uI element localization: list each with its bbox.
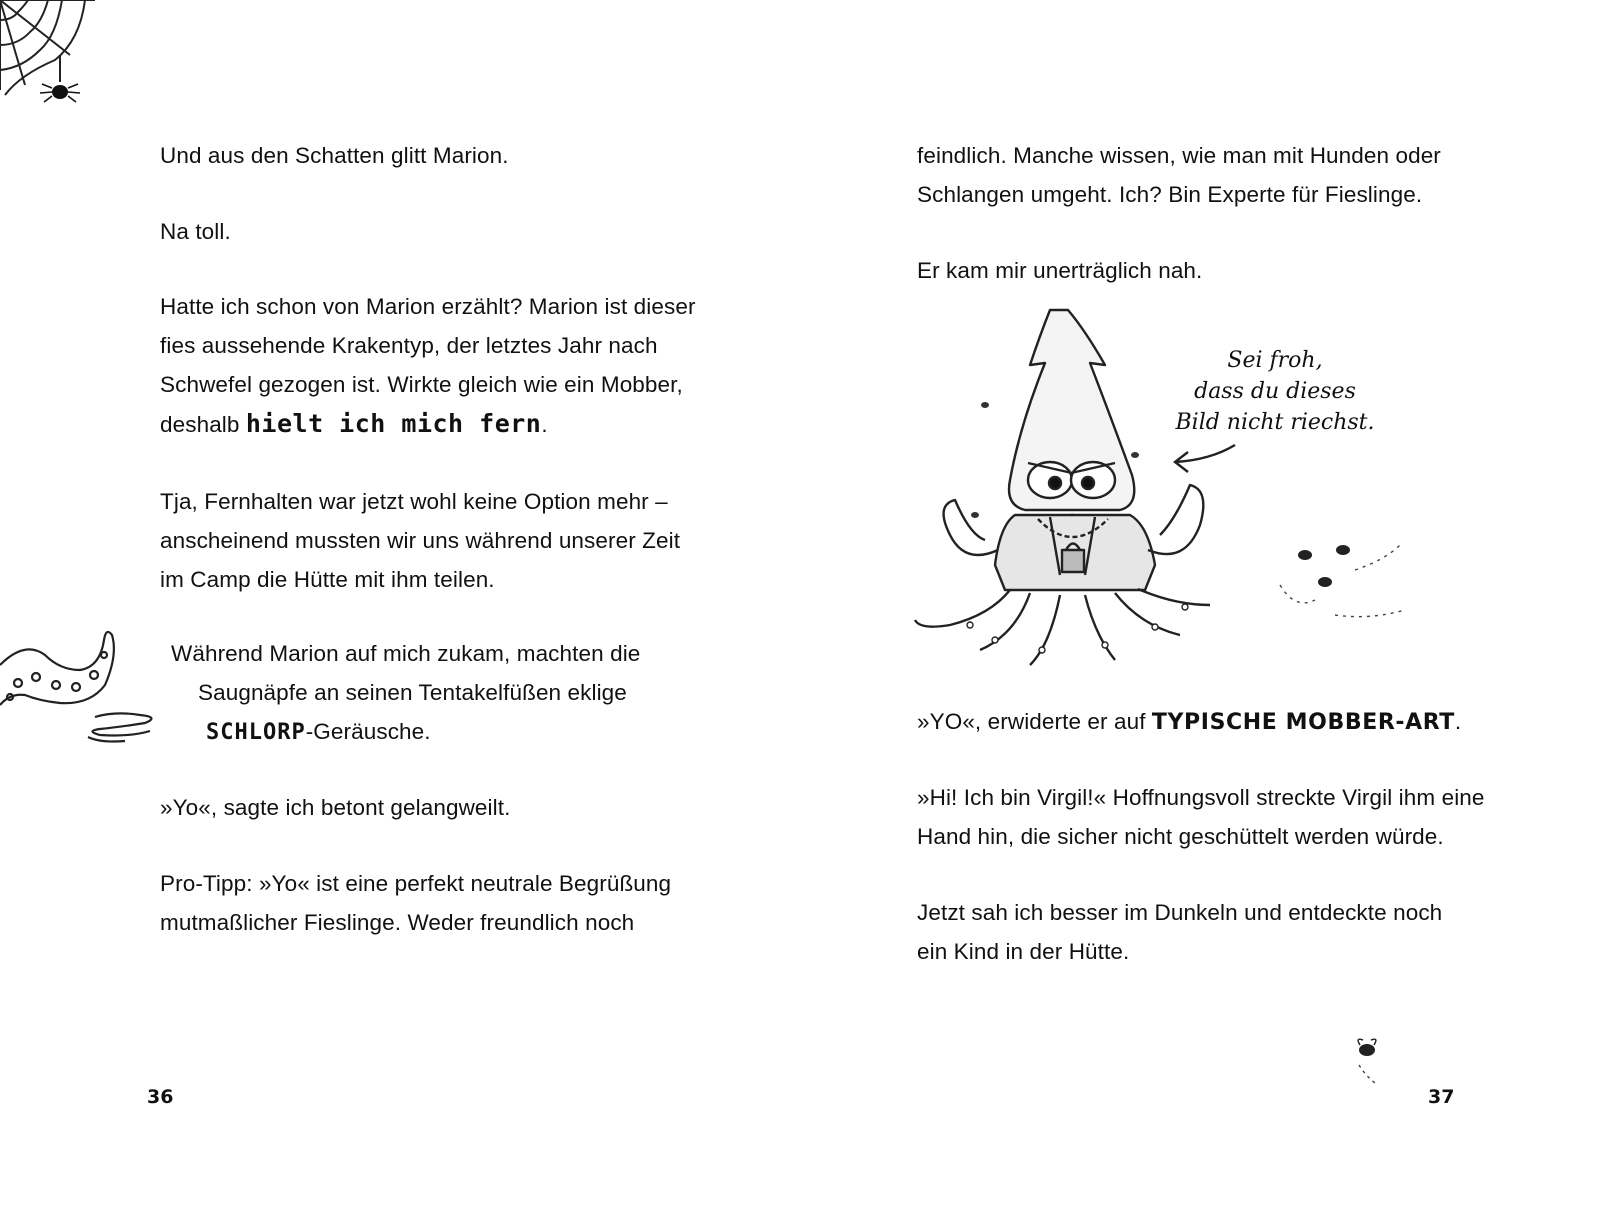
emphasis-text: TYPISCHE MOBBER-ART [1151,710,1455,735]
paragraph-line: Schwefel gezogen ist. Wirkte gleich wie ein Mobber, [160,372,683,397]
speech-line: Bild nicht riechst. [1175,410,1375,435]
paragraph: »Yo«, sagte ich betont gelangweilt. [160,795,511,820]
paragraph-line: Jetzt sah ich besser im Dunkeln und entdeckte noch [917,900,1443,925]
paragraph-line: Während Marion auf mich zukam, machten die [171,641,641,666]
fly-icon [1275,540,1425,630]
schlorp-sound-text: SCHLORP [206,720,306,745]
paragraph-line: feindlich. Manche wissen, wie man mit Hunden oder [917,143,1441,168]
paragraph-line: Schlangen umgeht. Ich? Bin Experte für Fieslinge. [917,182,1423,207]
page-number: 37 [1428,1086,1455,1108]
text: . [1454,709,1462,734]
page-number: 36 [147,1086,174,1108]
paragraph-line: Pro-Tipp: »Yo« ist eine perfekt neutrale Begrüßung [160,871,672,896]
paragraph: Und aus den Schatten glitt Marion. [160,143,509,168]
paragraph-line: Hand hin, die sicher nicht geschüttelt werden würde. [917,824,1444,849]
paragraph-line-emphasis [206,712,431,752]
text: deshalb [160,412,246,437]
speech-line: dass du dieses [1194,379,1356,404]
tentacle-icon [0,625,170,755]
paragraph-line-emphasis [160,404,548,444]
fly-icon [1345,1035,1390,1090]
paragraph-line: Tja, Fernhalten war jetzt wohl keine Option mehr – [160,489,668,514]
paragraph: Er kam mir unerträglich nah. [917,258,1203,283]
paragraph-line: im Camp die Hütte mit ihm teilen. [160,567,495,592]
spider-web-icon [0,0,110,110]
paragraph-line: ein Kind in der Hütte. [917,939,1130,964]
paragraph-line: mutmaßlicher Fieslinge. Weder freundlich noch [160,910,635,935]
paragraph-line: Hatte ich schon von Marion erzählt? Marion ist dieser [160,294,696,319]
paragraph-line: »Hi! Ich bin Virgil!« Hoffnungsvoll streckte Virgil ihm eine [917,785,1485,810]
text: »YO«, erwiderte er auf [917,709,1152,734]
text: . [541,412,548,437]
paragraph: Na toll. [160,219,231,244]
text: -Geräusche. [305,719,431,744]
paragraph-line: Saugnäpfe an seinen Tentakelfüßen eklige [198,680,627,705]
paragraph-line: anscheinend mussten wir uns während unserer Zeit [160,528,681,553]
arrow-icon [1170,440,1240,480]
emphasis-text: hielt ich mich fern [245,409,542,438]
speech-line: Sei froh, [1227,348,1323,373]
paragraph-line-emphasis [917,702,1461,742]
speech-bubble [1170,345,1380,438]
paragraph-line: fies aussehende Krakentyp, der letztes Jahr nach [160,333,658,358]
right-page [800,0,1600,1229]
